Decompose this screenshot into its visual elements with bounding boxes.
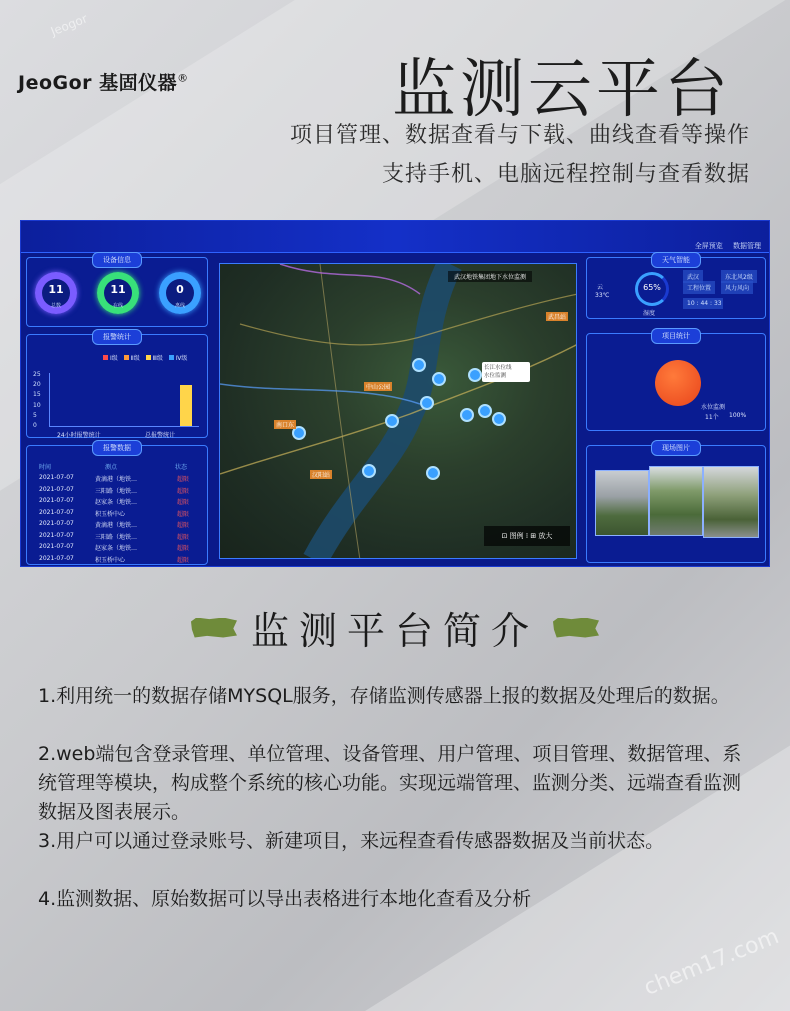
project-count: 11个 (705, 414, 719, 421)
humidity-ring: 65% (635, 272, 669, 306)
device-offline-ring: 0 离线 (159, 272, 201, 314)
legend-label: Ⅳ级 (175, 355, 188, 362)
project-legend: 水位监测 (701, 404, 726, 411)
table-row[interactable] (35, 497, 203, 509)
map-pin[interactable] (385, 414, 399, 428)
map-pin[interactable] (426, 466, 440, 480)
map-controls[interactable]: ⊡ 图例 ⁞ ⊞ 放大 (484, 526, 570, 546)
table-cell-point: 赵家条（地铁… (95, 499, 138, 506)
table-cell-point: 赵家条（地铁… (95, 545, 138, 552)
map-place-label: 南口东 (276, 422, 295, 429)
table-cell-point: 黄滴港（地铁… (95, 476, 138, 483)
alarm-bar-chart (49, 373, 199, 427)
weather-temp: 33℃ (595, 292, 610, 299)
device-info-panel (26, 257, 208, 327)
watermark-bottom: chem17.com (640, 924, 783, 1001)
alarm-legend (97, 353, 187, 362)
legend-swatch (169, 355, 174, 360)
panel-title: 现场图片 (651, 440, 701, 456)
table-cell-point: 积玉桥中心 (95, 510, 126, 518)
table-cell-date: 2021-07-07 (39, 485, 74, 493)
table-row[interactable] (35, 474, 203, 486)
map-roads (220, 264, 577, 559)
table-cell-date: 2021-07-07 (39, 520, 74, 527)
site-photo[interactable] (649, 466, 703, 536)
table-cell-date: 2021-07-07 (39, 474, 74, 481)
table-cell-status: 超限 (177, 545, 190, 552)
legend-label: Ⅲ级 (152, 355, 163, 362)
fullscreen-button[interactable]: 全屏预览 (694, 242, 723, 250)
alarm-data-panel: 报警数据 时间 测点 状态 2021-07-07 黄滴港（地铁… 超限 2021-07-07 三阳路（地铁… 超限 2021-07-07 赵家条（地铁… 超限 2021-07-07 积玉桥中心 超限 2021-07-07 黄滴港（地铁… 超限 2021-07-07 三阳路（地铁… 超限 2021-07-07 赵家条（地铁… 超限 2021-07-07 积玉桥中心 超限 (26, 445, 208, 565)
table-cell-point: 三阳路（地铁… (95, 533, 138, 541)
panel-title: 项目统计 (651, 328, 701, 344)
table-row[interactable] (35, 543, 203, 555)
section-title: 监测平台简介 (250, 609, 539, 653)
watermark-top: Jeogor (48, 11, 90, 39)
wind-tag: 东北风2级 (721, 270, 757, 283)
map-place-label: 武昌站 (548, 314, 567, 321)
dashboard-screenshot (20, 220, 770, 567)
y-tick-label: 20 (33, 381, 41, 389)
page-title: 监测云平台 (392, 53, 732, 127)
device-online-ring: 11 在线 (97, 272, 139, 314)
table-cell-date: 2021-07-07 (39, 543, 74, 550)
map-popup: 长江水位线 水位监测 (482, 362, 530, 382)
y-tick-label: 25 (33, 371, 41, 378)
humidity-label: 湿度 (643, 310, 656, 317)
site-photo[interactable] (595, 470, 649, 536)
weather-condition: 云 (597, 284, 604, 291)
brush-decoration-left (191, 618, 237, 638)
x-label-24h: 24小时报警统计 (57, 432, 101, 439)
y-tick-label: 10 (33, 401, 41, 409)
map-title: 武汉地铁集团地下水位监测 (448, 271, 532, 282)
brush-decoration-right (553, 618, 599, 638)
data-manage-button[interactable]: 数据管理 (733, 242, 761, 250)
table-cell-status: 超限 (177, 533, 190, 541)
legend-swatch (103, 355, 108, 360)
map-pin[interactable] (432, 372, 446, 386)
table-cell-status: 超限 (177, 476, 190, 483)
table-cell-point: 黄滴港（地铁… (95, 522, 138, 529)
site-photo[interactable] (703, 466, 759, 538)
table-cell-date: 2021-07-07 (39, 508, 74, 516)
map-pin[interactable] (420, 396, 434, 410)
brand-logo: JeoGor 基固仪器® (18, 71, 189, 94)
alarm-stats-panel (26, 334, 208, 438)
legend-swatch (146, 355, 151, 360)
section-heading (0, 600, 790, 655)
project-pie (655, 360, 701, 406)
table-cell-point: 三阳路（地铁… (95, 487, 138, 495)
table-cell-date: 2021-07-07 (39, 554, 74, 562)
map-pin[interactable] (468, 368, 482, 382)
subtitle-line-1: 项目管理、数据查看与下载、曲线查看等操作 (289, 123, 750, 148)
table-row[interactable] (35, 486, 203, 498)
dashboard-tools (687, 241, 761, 251)
intro-item-2: 2.web端包含登录管理、单位管理、设备管理、用户管理、项目管理、数据管理、系统管理等模块，构成整个系统的核心功能。实现远端管理、监测分类、远端查看监测数据及图表展示。 (38, 743, 742, 823)
table-row[interactable] (35, 509, 203, 521)
dashboard-header (21, 221, 770, 253)
panel-title: 天气智能 (651, 252, 701, 268)
map-pin[interactable] (492, 412, 506, 426)
table-row[interactable] (35, 555, 203, 567)
weather-panel (586, 257, 766, 319)
table-row[interactable] (35, 532, 203, 544)
table-cell-point: 积玉桥中心 (95, 556, 126, 564)
map-pin[interactable] (412, 358, 426, 372)
map-pin[interactable] (362, 464, 376, 478)
legend-label: Ⅱ级 (130, 355, 140, 362)
project-stats-panel (586, 333, 766, 431)
location-tag: 工程位置 (683, 281, 715, 294)
x-label-total: 总报警统计 (145, 432, 176, 439)
alarm-bar (180, 385, 192, 426)
table-cell-date: 2021-07-07 (39, 531, 74, 539)
y-tick-label: 5 (33, 411, 37, 419)
intro-item-4: 4.监测数据、原始数据可以导出表格进行本地化查看及分析 (38, 888, 532, 910)
table-cell-status: 超限 (177, 556, 190, 564)
table-row[interactable] (35, 520, 203, 532)
table-cell-status: 超限 (177, 499, 190, 506)
y-tick-label: 15 (33, 391, 41, 399)
y-tick-label: 0 (33, 422, 37, 430)
legend-label: Ⅰ级 (110, 355, 118, 362)
table-cell-status: 超限 (177, 487, 190, 495)
panel-title: 报警数据 (92, 440, 142, 456)
table-cell-date: 2021-07-07 (39, 497, 74, 504)
map-place-label: 中山公园 (366, 384, 391, 391)
map-pin[interactable] (478, 404, 492, 418)
table-cell-status: 超限 (177, 510, 190, 518)
site-photos-panel (586, 445, 766, 563)
wind-dir-tag: 风力风向 (721, 281, 753, 294)
intro-item-1: 1.利用统一的数据存储MYSQL服务，存储监测传感器上报的数据及处理后的数据。 (38, 685, 730, 707)
table-cell-status: 超限 (177, 522, 190, 529)
map-pin[interactable] (460, 408, 474, 422)
monitoring-map[interactable] (219, 263, 577, 559)
legend-swatch (124, 355, 129, 360)
city-tag: 武汉 (683, 270, 703, 283)
intro-item-3: 3.用户可以通过登录账号、新建项目，来远程查看传感器数据及当前状态。 (38, 830, 665, 852)
device-total-ring: 11 总数 (35, 272, 77, 314)
subtitle-line-2: 支持手机、电脑远程控制与查看数据 (381, 162, 750, 187)
map-place-label: 汉阳站 (312, 472, 331, 479)
time-display: 10 : 44 : 33 (683, 298, 723, 309)
panel-title: 设备信息 (92, 252, 142, 268)
panel-title: 报警统计 (92, 329, 142, 345)
alarm-y-axis (33, 370, 41, 431)
project-percent: 100% (729, 412, 747, 419)
